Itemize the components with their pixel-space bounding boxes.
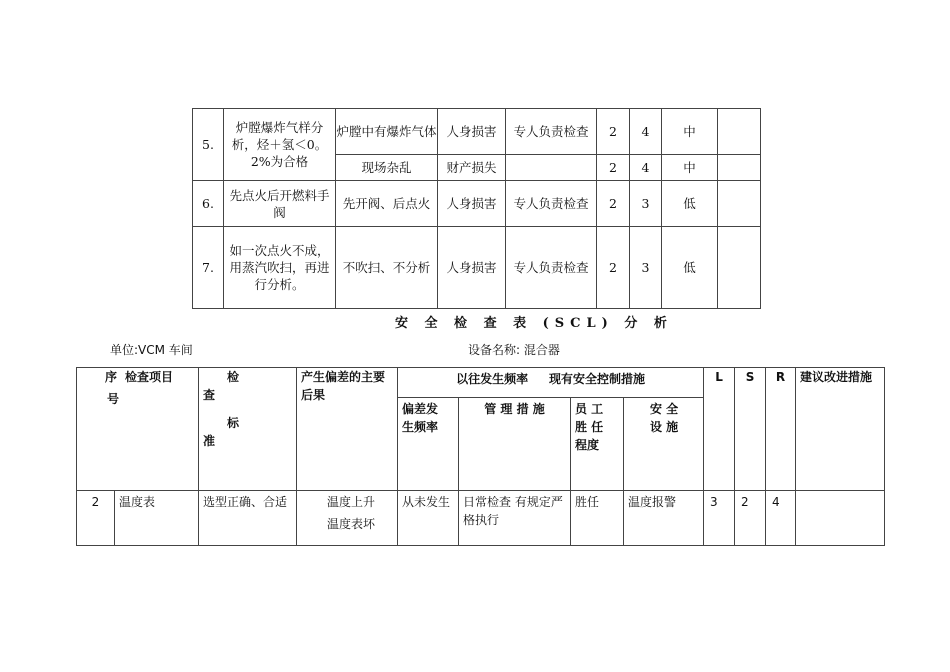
row-number: 5. (193, 109, 224, 181)
suggest-header: 建议改进措施 (796, 368, 885, 491)
measure: 专人负责检查 (506, 181, 597, 227)
s-value: 3 (630, 227, 662, 309)
l-value: 2 (597, 227, 630, 309)
s-header: S (735, 368, 766, 491)
row-number: 6. (193, 181, 224, 227)
cause-cell: 温度上升 温度表坏 (297, 491, 398, 546)
standard-header: 检 查 标 准 (199, 368, 297, 491)
deviation: 现场杂乱 (336, 155, 438, 181)
l-value: 2 (597, 155, 630, 181)
mgmt-header: 管 理 措 施 (459, 398, 571, 491)
row-number: 2 (77, 491, 115, 546)
header-row (77, 368, 885, 398)
l-header: L (704, 368, 735, 491)
consequence: 人身损害 (438, 227, 506, 309)
cause-header: 产生偏差的主要 后果 (297, 368, 398, 491)
measure: 专人负责检查 (506, 109, 597, 155)
check-standard: 选型正确、合适 (199, 491, 297, 546)
check-item: 如一次点火不成，用蒸汽吹扫，再进行分析。 (224, 227, 336, 309)
consequence: 人身损害 (438, 109, 506, 155)
risk-level: 低 (662, 181, 718, 227)
l-value: 2 (597, 181, 630, 227)
s-value: 4 (630, 155, 662, 181)
measure: 专人负责检查 (506, 227, 597, 309)
freq-header: 偏差发 生频率 (398, 398, 459, 491)
measure (506, 155, 597, 181)
r-cell: 4 (766, 491, 796, 546)
scl-table (76, 367, 885, 546)
check-item: 温度表 (115, 491, 199, 546)
deviation: 先开阀、后点火 (336, 181, 438, 227)
row-number: 7. (193, 227, 224, 309)
s-value: 3 (630, 181, 662, 227)
equipment-label: 设备名称: 混合器 (468, 343, 560, 357)
check-item: 炉膛爆炸气样分析，烃＋氢＜0。2%为合格 (224, 109, 336, 181)
suggest-cell (796, 491, 885, 546)
l-cell: 3 (704, 491, 735, 546)
hazard-table (192, 108, 761, 309)
table-row (77, 491, 885, 546)
facility-header: 安 全 设 施 (624, 398, 704, 491)
s-value: 4 (630, 109, 662, 155)
l-value: 2 (597, 109, 630, 155)
freq-control-header: 以往发生频率 现有安全控制措施 (398, 368, 704, 398)
deviation: 炉膛中有爆炸气体 (336, 109, 438, 155)
consequence: 财产损失 (438, 155, 506, 181)
seq-item-header: 序 检查项目 号 (77, 368, 199, 491)
s-cell: 2 (735, 491, 766, 546)
table-row (193, 109, 761, 155)
mgmt-cell: 日常检查 有规定严格执行 (459, 491, 571, 546)
risk-level: 中 (662, 109, 718, 155)
deviation: 不吹扫、不分析 (336, 227, 438, 309)
check-item: 先点火后开燃料手阀 (224, 181, 336, 227)
empty-cell (718, 181, 761, 227)
staff-cell: 胜任 (571, 491, 624, 546)
table-row (193, 181, 761, 227)
facility-cell: 温度报警 (624, 491, 704, 546)
risk-level: 中 (662, 155, 718, 181)
empty-cell (718, 155, 761, 181)
freq-cell: 从未发生 (398, 491, 459, 546)
empty-cell (718, 227, 761, 309)
unit-label: 单位:VCM 车间 (110, 343, 193, 357)
r-header: R (766, 368, 796, 491)
empty-cell (718, 109, 761, 155)
page-title: 安 全 检 查 表 (SCL) 分 析 (395, 316, 673, 331)
staff-header: 员 工 胜 任 程度 (571, 398, 624, 491)
risk-level: 低 (662, 227, 718, 309)
table-row (193, 227, 761, 309)
consequence: 人身损害 (438, 181, 506, 227)
